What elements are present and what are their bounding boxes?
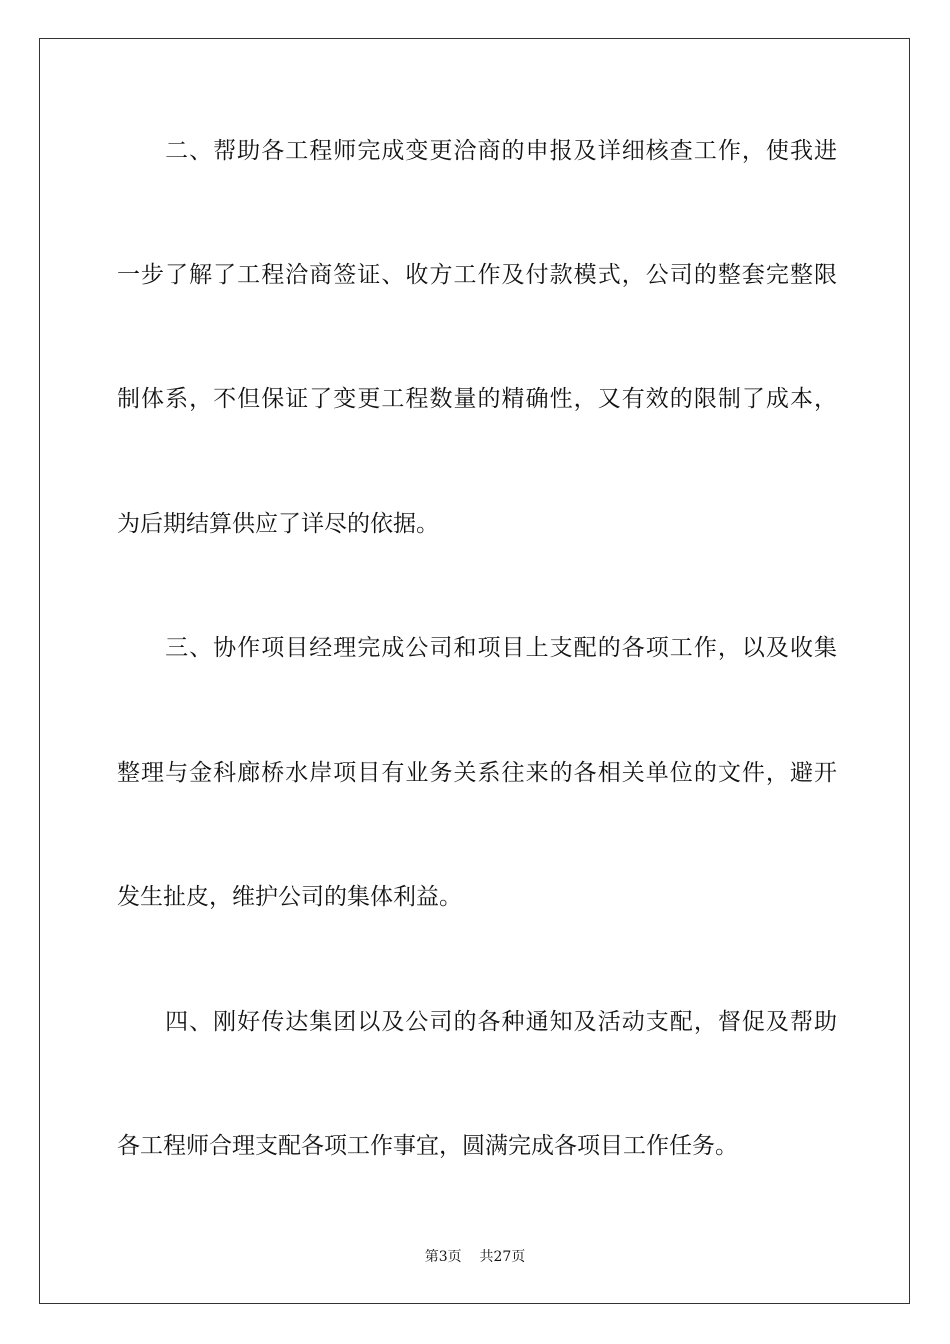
paragraph-2-line-3: 制体系，不但保证了变更工程数量的精确性，又有效的限制了成本， bbox=[117, 386, 837, 412]
page-number: 第3页 bbox=[424, 1249, 462, 1265]
paragraph-4-line-1: 四、刚好传达集团以及公司的各种通知及活动支配，督促及帮助 bbox=[117, 1009, 837, 1035]
page-border bbox=[39, 38, 910, 1304]
paragraph-2-line-4: 为后期结算供应了详尽的依据。 bbox=[117, 511, 439, 537]
paragraph-2-line-1: 二、帮助各工程师完成变更洽商的申报及详细核查工作，使我进 bbox=[117, 138, 837, 164]
paragraph-4-line-2: 各工程师合理支配各项工作事宜，圆满完成各项目工作任务。 bbox=[117, 1133, 738, 1159]
paragraph-2-line-2: 一步了解了工程洽商签证、收方工作及付款模式，公司的整套完整限 bbox=[117, 262, 837, 288]
paragraph-3-line-3: 发生扯皮，维护公司的集体利益。 bbox=[117, 884, 462, 910]
paragraph-3-line-2: 整理与金科廊桥水岸项目有业务关系往来的各相关单位的文件，避开 bbox=[117, 760, 837, 786]
paragraph-3-line-1: 三、协作项目经理完成公司和项目上支配的各项工作，以及收集 bbox=[117, 635, 837, 661]
page-footer bbox=[0, 1246, 950, 1266]
page-total: 共27页 bbox=[479, 1249, 526, 1265]
